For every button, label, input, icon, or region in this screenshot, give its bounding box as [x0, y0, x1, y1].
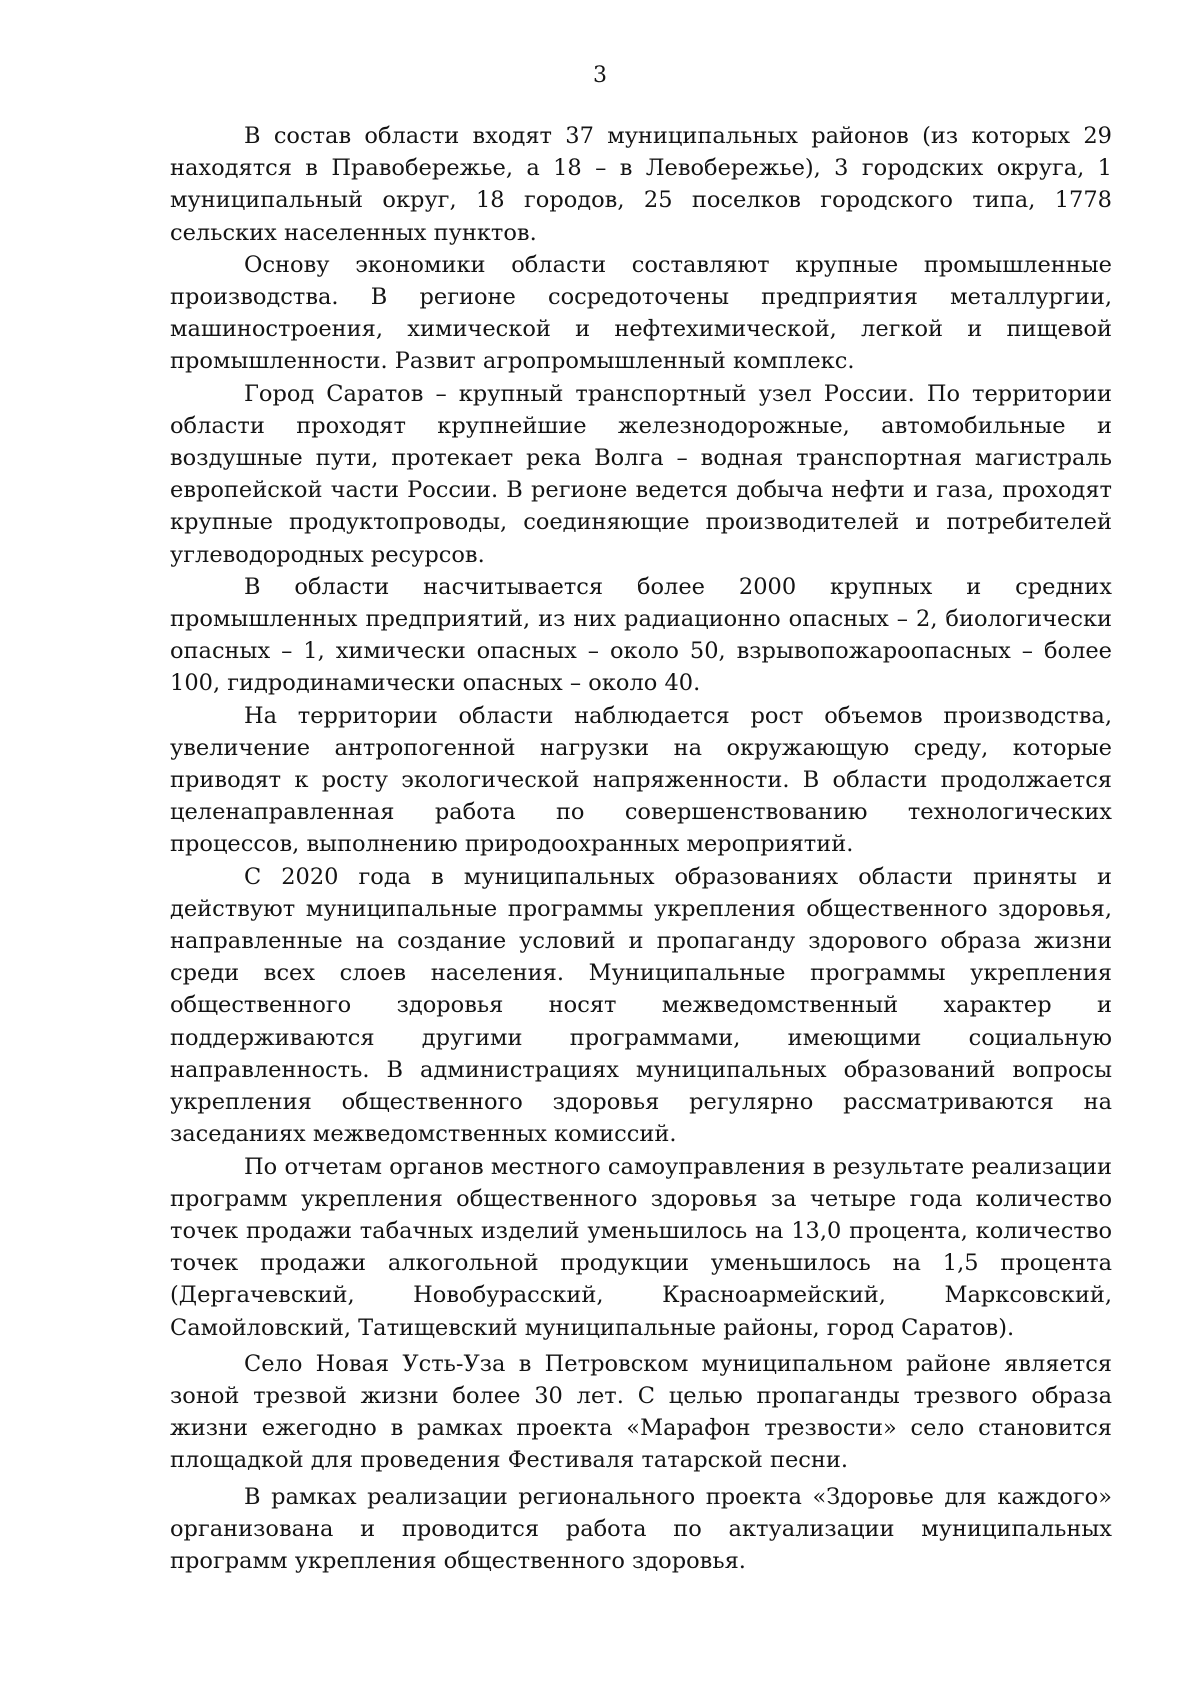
paragraph-transport: Город Саратов – крупный транспортный узел России. По территории области проходят крупнейшие железнодорожные, автомобильные и воздушные пути, протекает река Волга – водная транспортная магистраль европейской части России. В регионе ведется добыча нефти и газа, проходят крупные продуктопроводы, соединяющие производителей и потребителей углеводородных ресурсов. [170, 380, 1112, 568]
paragraph-health-programs: С 2020 года в муниципальных образованиях области приняты и действуют муниципальные программы укрепления общественного здоровья, направленные на создание условий и пропаганду здорового образа жизни среди всех слоев населения. Муниципальные программы укрепления общественного здоровья носят межведомственный характер и поддерживаются другими программами, имеющими социальную направленность. В администрациях муниципальных образований вопросы укрепления общественного здоровья регулярно рассматриваются на заседаниях межведомственных комиссий. [170, 863, 1112, 1148]
paragraph-municipal-structure: В состав области входят 37 муниципальных районов (из которых 29 находятся в Правобережье, а 18 – в Левобережье), 3 городских округа, 1 муниципальный округ, 18 городов, 25 поселков городского типа, 1778 сельских населенных пунктов. [170, 123, 1112, 246]
paragraph-hazardous-enterprises: В области насчитывается более 2000 крупных и средних промышленных предприятий, из них радиационно опасных – 2, биологически опасных – 1, химически опасных – около 50, взрывопожароопасных – более 100, гидродинамически опасных – около 40. [170, 573, 1112, 697]
paragraph-ecology: На территории области наблюдается рост объемов производства, увеличение антропогенной нагрузки на окружающую среду, которые приводят к росту экологической напряженности. В области продолжается целенаправленная работа по совершенствованию технологических процессов, выполнению природоохранных мероприятий. [170, 702, 1112, 858]
paragraph-regional-project: В рамках реализации регионального проекта «Здоровье для каждого» организована и проводится работа по актуализации муниципальных программ укрепления общественного здоровья. [170, 1483, 1112, 1574]
paragraph-reports: По отчетам органов местного самоуправления в результате реализации программ укрепления общественного здоровья за четыре года количество точек продажи табачных изделий уменьшилось на 13,0 процента, количество точек продажи алкогольной продукции уменьшилось на 1,5 процента (Дергачевский, Новобурасский, Красноармейский, Марксовский, Самойловский, Татищевский муниципальные районы, город Саратов). [170, 1153, 1112, 1341]
document-body [170, 120, 1112, 1577]
page-number: 3 [593, 63, 607, 88]
paragraph-sobriety-zone: Село Новая Усть-Уза в Петровском муниципальном районе является зоной трезвой жизни более 30 лет. С целью пропаганды трезвого образа жизни ежегодно в рамках проекта «Марафон трезвости» село становится площадкой для проведения Фестиваля татарской песни. [170, 1350, 1112, 1474]
paragraph-economy: Основу экономики области составляют крупные промышленные производства. В регионе сосредоточены предприятия металлургии, машиностроения, химической и нефтехимической, легкой и пищевой промышленности. Развит агропромышленный комплекс. [170, 251, 1112, 375]
